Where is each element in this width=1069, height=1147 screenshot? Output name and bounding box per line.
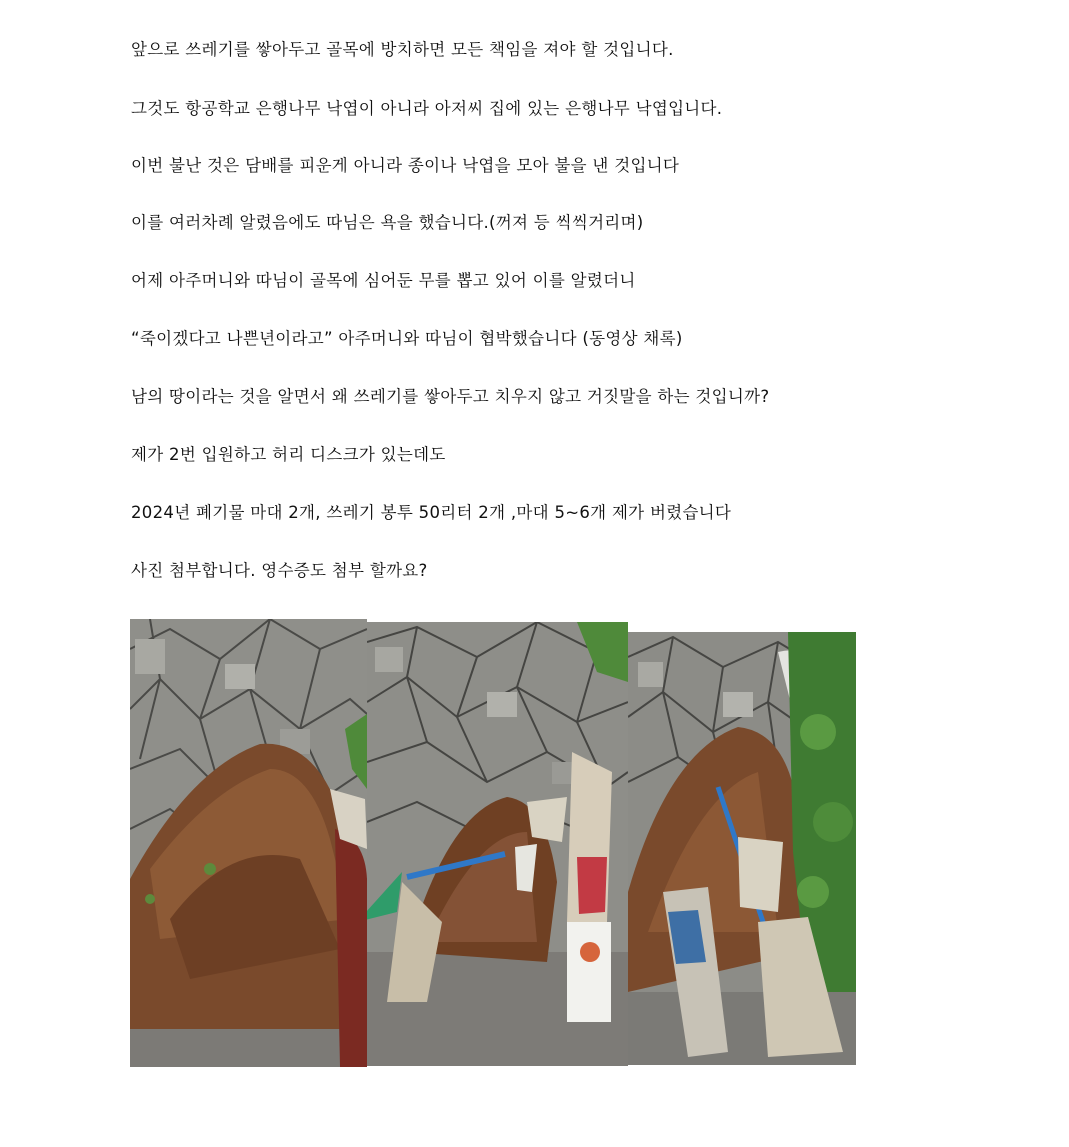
text-line-2: 그것도 항공학교 은행나무 낙엽이 아니라 아저씨 집에 있는 은행나무 낙엽입니다. [131,99,723,118]
text-line-6: “죽이겠다고 나쁜년이라고” 아주머니와 따님이 협박했습니다 (동영상 채록) [131,329,683,348]
photo-leaf-pile-1 [130,619,367,1067]
photo-leaf-pile-2 [367,622,628,1066]
text-line-7: 남의 땅이라는 것을 알면서 왜 쓰레기를 쌓아두고 치우지 않고 거짓말을 하는 것입니까? [131,387,770,406]
text-line-5: 어제 아주머니와 따님이 골목에 심어둔 무를 뽑고 있어 이를 알렸더니 [131,271,636,290]
text-line-10: 사진 첨부합니다. 영수증도 첨부 할까요? [131,561,428,580]
text-line-3: 이번 불난 것은 담배를 피운게 아니라 종이나 낙엽을 모아 불을 낸 것입니다 [131,156,680,175]
text-line-4: 이를 여러차례 알렸음에도 따님은 욕을 했습니다.(꺼져 등 씩씩거리며) [131,213,644,232]
text-line-9: 2024년 폐기물 마대 2개, 쓰레기 봉투 50리터 2개 ,마대 5~6개 제가 버렸습니다 [131,503,732,522]
text-line-1: 앞으로 쓰레기를 쌓아두고 골목에 방치하면 모든 책임을 져야 할 것입니다. [131,40,674,59]
photo-leaf-pile-3 [628,632,856,1065]
text-line-8: 제가 2번 입원하고 허리 디스크가 있는데도 [131,445,446,464]
